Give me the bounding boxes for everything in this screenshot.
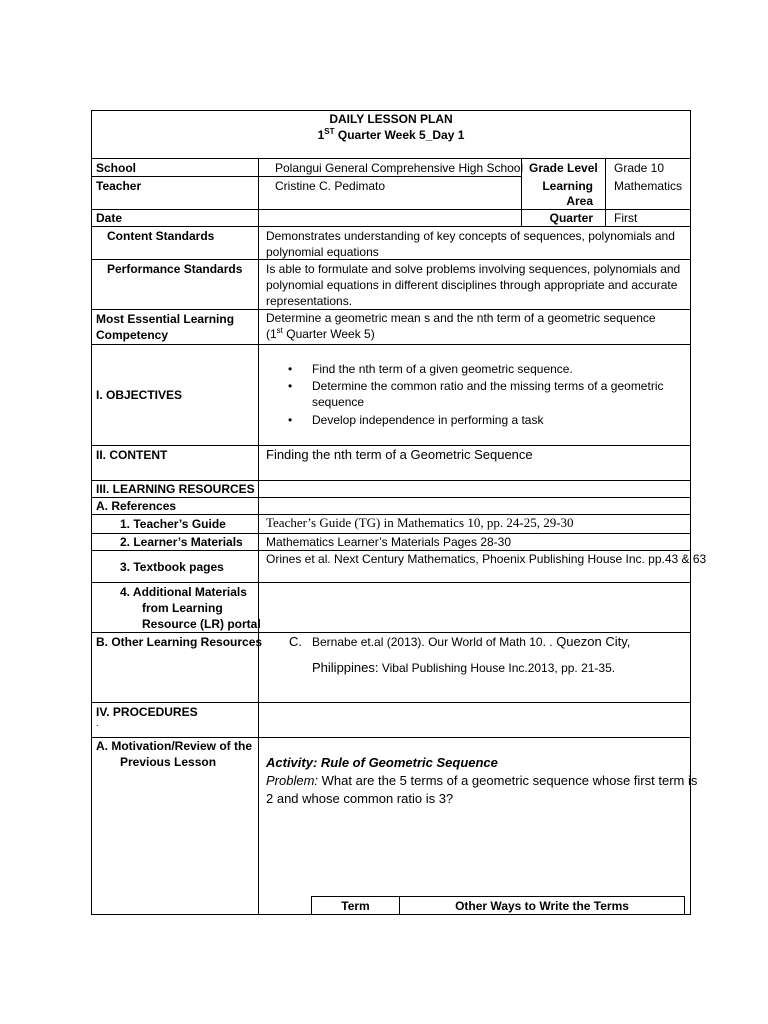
- melc-label: Most Essential Learning: [96, 312, 235, 326]
- learning-resources-label: III. LEARNING RESOURCES: [96, 482, 255, 496]
- activity-title: Activity: Rule of Geometric Sequence: [266, 755, 498, 770]
- column-rule: [605, 158, 606, 226]
- performance-standards-text: Is able to formulate and solve problems involving sequences, polynomials and: [266, 262, 681, 276]
- quarter-label: Quarter: [549, 211, 593, 225]
- grade-level-label: Grade Level: [529, 161, 598, 175]
- additional-materials-label: from Learning: [142, 601, 223, 615]
- objectives-label: I. OBJECTIVES: [96, 388, 183, 402]
- learners-materials-value: Mathematics Learner’s Materials Pages 28-30: [266, 535, 512, 549]
- additional-materials-label: 4. Additional Materials: [120, 585, 247, 599]
- melc-text: Determine a geometric mean s and the nth term of a geometric sequence: [266, 311, 656, 325]
- melc-text: (1st Quarter Week 5): [266, 326, 375, 341]
- rule: [91, 344, 691, 345]
- column-rule: [258, 158, 259, 915]
- content-standards-text: polynomial equations: [266, 245, 379, 259]
- additional-materials-label: Resource (LR) portal: [142, 617, 261, 631]
- objective-item: sequence: [312, 395, 365, 409]
- learning-area-label: Area: [566, 194, 593, 208]
- rule: [91, 702, 691, 703]
- rule: [91, 209, 691, 210]
- teachers-guide-label: 1. Teacher’s Guide: [120, 517, 226, 531]
- school-value: Polangui General Comprehensive High School: [275, 161, 524, 175]
- term-column-header: Term: [341, 899, 370, 913]
- date-label: Date: [96, 211, 123, 225]
- learning-area-label: Learning: [542, 179, 593, 193]
- bullet-icon: •: [288, 413, 293, 427]
- bullet-icon: •: [288, 379, 293, 393]
- column-rule: [684, 896, 685, 915]
- school-label: School: [96, 161, 137, 175]
- performance-standards-label: Performance Standards: [107, 262, 243, 276]
- content-label: II. CONTENT: [96, 448, 168, 462]
- other-resources-label: B. Other Learning Resources: [96, 635, 263, 649]
- objective-item: Determine the common ratio and the missing terms of a geometric: [312, 379, 664, 393]
- rule: [91, 582, 691, 583]
- textbook-pages-label: 3. Textbook pages: [120, 560, 224, 574]
- other-resources-value: Bernabe et.al (2013). Our World of Math 10. . Quezon City,: [312, 634, 631, 649]
- problem-text: 2 and whose common ratio is 3?: [266, 791, 454, 806]
- problem-text: Problem: What are the 5 terms of a geometric sequence whose first term is: [266, 773, 698, 788]
- rule: [91, 445, 691, 446]
- textbook-pages-value: Orines et al. Next Century Mathematics, Phoenix Publishing House Inc. pp.43 & 63: [266, 552, 707, 566]
- rule: [91, 497, 691, 498]
- content-standards-label: Content Standards: [107, 229, 215, 243]
- procedures-label: IV. PROCEDURES: [96, 705, 198, 719]
- performance-standards-text: polynomial equations in different disciplines through appropriate and accurate: [266, 278, 678, 292]
- performance-standards-text: representations.: [266, 294, 353, 308]
- other-ways-column-header: Other Ways to Write the Terms: [455, 899, 629, 913]
- rule: [91, 226, 691, 227]
- doc-subtitle: 1ST Quarter Week 5_Day 1: [317, 127, 465, 142]
- quarter-value: First: [614, 211, 638, 225]
- learning-area-value: Mathematics: [614, 179, 683, 193]
- rule: [91, 632, 691, 633]
- objective-item: Find the nth term of a given geometric sequence.: [312, 362, 573, 376]
- other-resources-letter: C.: [289, 634, 302, 649]
- rule: [311, 896, 685, 897]
- rule: [91, 259, 691, 260]
- melc-label: Competency: [96, 328, 169, 342]
- doc-title: DAILY LESSON PLAN: [329, 112, 453, 126]
- objective-item: Develop independence in performing a task: [312, 413, 544, 427]
- learners-materials-label: 2. Learner’s Materials: [120, 535, 243, 549]
- motivation-label: Previous Lesson: [120, 755, 217, 769]
- content-standards-text: Demonstrates understanding of key concepts of sequences, polynomials and: [266, 229, 675, 243]
- procedures-dot: .: [96, 718, 99, 728]
- rule: [91, 176, 522, 177]
- rule: [91, 158, 691, 159]
- bullet-icon: •: [288, 362, 293, 376]
- teachers-guide-value: Teacher’s Guide (TG) in Mathematics 10, pp. 24-25, 29-30: [266, 515, 574, 530]
- other-resources-value: Philippines: Vibal Publishing House Inc.2013, pp. 21-35.: [312, 660, 616, 675]
- teacher-label: Teacher: [96, 179, 142, 193]
- content-value: Finding the nth term of a Geometric Sequence: [266, 447, 533, 462]
- teacher-value: Cristine C. Pedimato: [275, 179, 386, 193]
- motivation-label: A. Motivation/Review of the: [96, 739, 253, 753]
- references-label: A. References: [96, 499, 177, 513]
- grade-level-value: Grade 10: [614, 161, 665, 175]
